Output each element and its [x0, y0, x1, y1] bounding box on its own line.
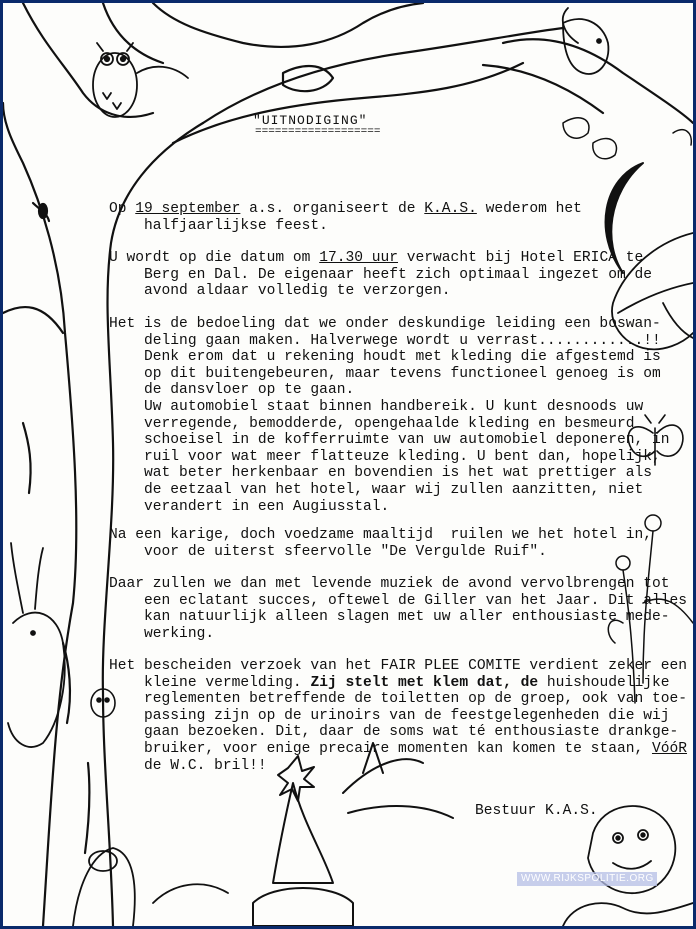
text-segment: a.s. organiseert de [240, 201, 425, 217]
text-segment: op dit buitengebeuren, maar tevens functioneel genoeg is om [109, 365, 661, 382]
text-segment: de W.C. bril!! [109, 757, 267, 774]
text-segment: Na een karige, doch voedzame maaltijd ruilen we het hotel in, [109, 527, 652, 543]
text-line [109, 499, 670, 516]
paragraph-1 [109, 201, 582, 234]
text-line [109, 626, 687, 643]
text-segment: kleine vermelding. [109, 674, 311, 691]
text-line [109, 708, 687, 725]
invitation-letter [3, 3, 693, 926]
watermark: WWW.RIJKSPOLITIE.ORG [517, 872, 657, 886]
text-segment: huishoudelijke [538, 674, 670, 691]
text-line [109, 382, 670, 399]
title-text: UITNODIGING [261, 113, 359, 128]
text-line [109, 218, 582, 235]
title-underline: =================== [255, 126, 381, 138]
text-line [109, 691, 687, 708]
text-segment: reglementen betreffende de toiletten op de groep, ook van toe- [109, 691, 688, 708]
text-segment: verregende, bemodderde, opengehaalde kleding en besmeurd [109, 415, 635, 432]
text-line [109, 432, 670, 449]
text-segment: Het bescheiden verzoek van het FAIR PLEE COMITE verdient zeker een [109, 658, 688, 674]
text-segment: K.A.S. [424, 201, 477, 217]
text-segment: VóóR [651, 740, 688, 757]
text-line [109, 201, 582, 218]
text-segment: wat beter herkenbaar en bovendien is het wat prettiger als [109, 465, 652, 482]
text-segment: voor de uiterst sfeervolle "De Vergulde Ruif". [109, 543, 547, 560]
signature: Bestuur K.A.S. [475, 803, 598, 819]
text-segment: deling gaan maken. Halverwege wordt u verrast............!! [109, 332, 661, 349]
text-segment: wederom het [476, 201, 582, 217]
text-segment: een eclatant succes, oftewel de Giller van het Jaar. Dit alles [109, 592, 688, 609]
text-segment: werking. [109, 625, 215, 642]
text-line [109, 593, 687, 610]
text-line [109, 416, 670, 433]
text-line [109, 576, 687, 593]
text-line [109, 658, 687, 675]
text-line [109, 316, 670, 333]
text-segment: Het is de bedoeling dat we onder deskundige leiding een boswan- [109, 316, 661, 332]
text-segment: 19 september [135, 201, 241, 217]
text-segment: passing zijn op de urinoirs van de feestgelegenheden die wij [109, 707, 670, 724]
paragraph-6 [109, 658, 687, 774]
text-line [109, 482, 670, 499]
paragraph-2 [109, 250, 652, 300]
text-line [109, 399, 670, 416]
text-line [109, 758, 687, 775]
text-line [109, 724, 687, 741]
text-segment: Daar zullen we dan met levende muziek de avond vervolbrengen tot [109, 576, 670, 592]
text-line [109, 465, 670, 482]
text-segment: Zij stelt met klem dat, de [310, 674, 539, 691]
paragraph-5 [109, 576, 687, 642]
text-line [109, 250, 652, 267]
paragraph-4 [109, 527, 652, 560]
text-line [109, 675, 687, 692]
text-segment: ruil voor wat meer flatteuze kleding. U bent dan, hopelijk, [109, 448, 661, 465]
text-line [109, 366, 670, 383]
text-segment: Op [109, 201, 136, 217]
text-segment: 17.30 uur [319, 250, 399, 266]
text-segment: U wordt op die datum om [109, 250, 320, 266]
text-line [109, 449, 670, 466]
text-line [109, 283, 652, 300]
text-segment: halfjaarlijkse feest. [109, 217, 328, 234]
text-segment: Denk erom dat u rekening houdt met kleding die afgestemd is [109, 349, 661, 366]
text-line [109, 349, 670, 366]
text-segment: avond aldaar volledig te verzorgen. [109, 283, 451, 300]
text-segment: schoeisel in de kofferruimte van uw automobiel deponeren, in [109, 432, 670, 449]
text-line [109, 267, 652, 284]
text-segment: Uw automobiel staat binnen handbereik. U kunt desnoods uw [109, 398, 644, 415]
text-segment: verandert in een Augiusstal. [109, 498, 390, 515]
text-line [109, 609, 687, 626]
text-line [109, 741, 687, 758]
text-segment: verwacht bij Hotel ERICA te [398, 250, 644, 266]
text-line [109, 333, 670, 350]
text-line [109, 527, 652, 544]
text-segment: gaan bezoeken. Dit, daar de soms wat té enthousiaste drankge- [109, 724, 679, 741]
text-segment: de dansvloer op te gaan. [109, 382, 355, 399]
text-segment: bruiker, voor enige precaire momenten kan komen te staan, [109, 740, 652, 757]
text-line [109, 544, 652, 561]
document-title: "UITNODIGING" [253, 113, 368, 128]
text-segment: de eetzaal van het hotel, waar wij zullen aanzitten, niet [109, 481, 644, 498]
text-segment: kan natuurlijk alleen slagen met uw aller enthousiaste mede- [109, 609, 670, 626]
scanned-document-page [3, 3, 693, 926]
paragraph-3 [109, 316, 670, 515]
text-segment: Berg en Dal. De eigenaar heeft zich optimaal ingezet om de [109, 266, 652, 283]
